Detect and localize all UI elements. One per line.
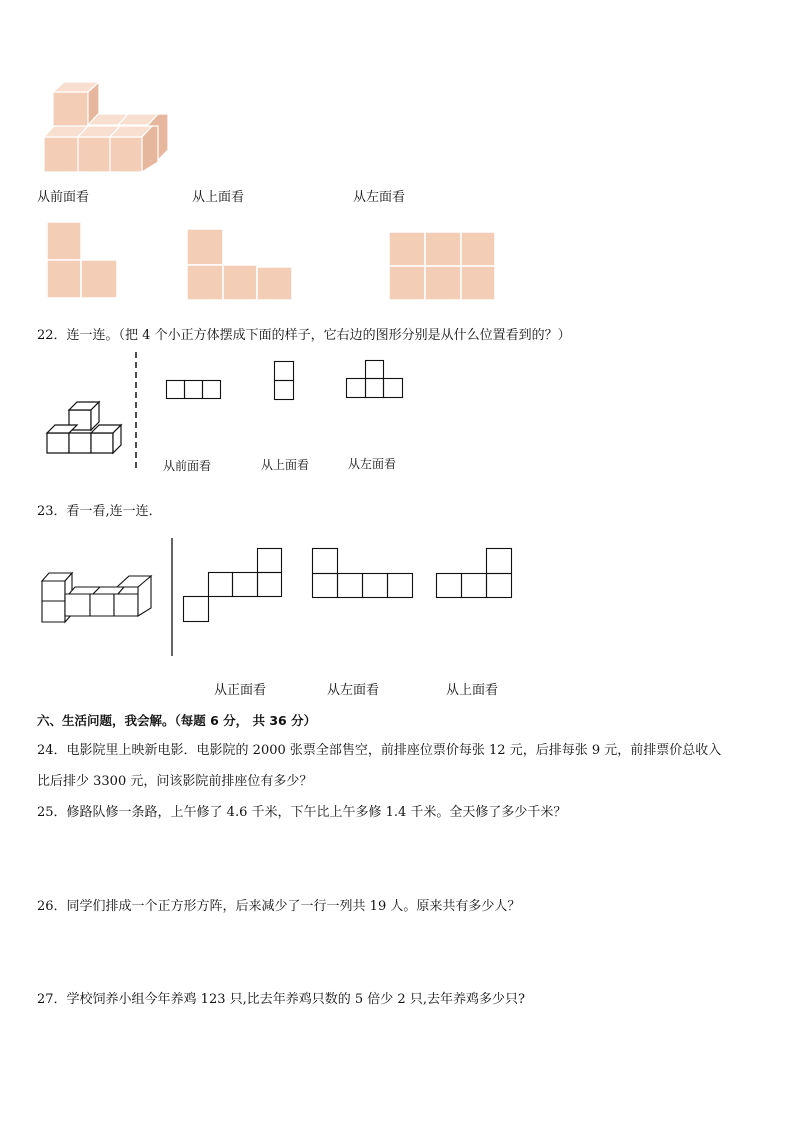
q21-label-front: 从前面看 (37, 190, 90, 205)
q24-line2: 比后排少 3300 元，问该影院前排座位有多少？ (37, 774, 313, 789)
q22-prompt: 22．连一连。（把 4 个小正方体摆成下面的样子，它右边的图形分别是从什么位置看到的？） (37, 328, 571, 343)
q22-label-front: 从前面看 (163, 459, 212, 473)
q27-text: 27．学校饲养小组今年养鸡 123 只,比去年养鸡只数的 5 倍少 2 只,去年养鸡多少只? (37, 992, 525, 1007)
q23-view-shape-2 (312, 548, 416, 600)
q22-label-top: 从上面看 (261, 458, 310, 472)
q22-cube-drawing (45, 400, 125, 460)
q23-view-shape-3 (436, 548, 516, 600)
q21-label-left: 从左面看 (353, 190, 406, 205)
q23-vertical-divider (170, 538, 174, 658)
q22-dashed-divider (134, 352, 140, 472)
q21-view-shape-3 (389, 232, 497, 302)
q23-view-shape-1 (183, 548, 285, 624)
q23-label-front: 从正面看 (214, 683, 267, 698)
q24-line1: 24．电影院里上映新电影．电影院的 2000 张票全部售空，前排座位票价每张 12 元，后排每张 9 元，前排票价总收入 (37, 743, 722, 758)
q23-label-top: 从上面看 (446, 683, 499, 698)
q23-label-left: 从左面看 (327, 683, 380, 698)
q22-label-left: 从左面看 (348, 457, 397, 471)
q22-view-shape-1 (166, 380, 222, 402)
q21-view-shape-1 (47, 222, 119, 300)
q21-cube-arrangement (38, 80, 178, 175)
q23-prompt: 23．看一看,连一连． (37, 504, 162, 519)
section6-heading: 六、生活问题，我会解。（每题 6 分， 共 36 分） (37, 713, 317, 728)
q23-cube-drawing (41, 570, 156, 626)
q22-view-shape-3 (346, 360, 406, 400)
q25-text: 25．修路队修一条路，上午修了 4.6 千米，下午比上午多修 1.4 千米。全天修了多少千米？ (37, 805, 567, 820)
q22-view-shape-2 (274, 361, 296, 401)
q21-label-top: 从上面看 (192, 190, 245, 205)
q21-view-shape-2 (187, 229, 295, 301)
q26-text: 26．同学们排成一个正方形方阵，后来减少了一行一列共 19 人。原来共有多少人？ (37, 899, 521, 914)
